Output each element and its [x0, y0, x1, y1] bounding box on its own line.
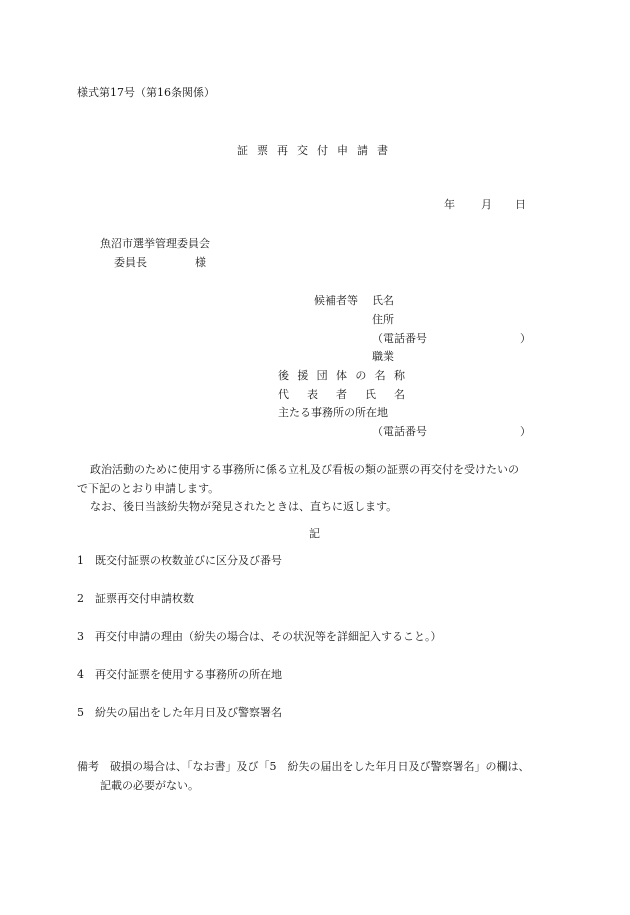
office-phone-label: （電話番号: [372, 425, 427, 438]
list-item: 1 既交付証票の枚数並びに区分及び番号: [77, 554, 282, 567]
addressee-committee: 魚沼市選挙管理委員会: [100, 237, 210, 250]
support-group-label: [278, 369, 405, 382]
name-label: 氏名: [372, 294, 394, 307]
occupation-label: 職業: [372, 350, 394, 363]
label-char: 称: [393, 369, 405, 382]
label-char: 表: [307, 388, 318, 401]
phone-label: （電話番号: [372, 332, 427, 345]
addressee-chairman: 委員長: [114, 256, 147, 269]
body-paragraph-2: なお、後日当該紛失物が発見されたときは、直ちに返します。: [90, 500, 398, 513]
label-char: 名: [394, 388, 405, 401]
phone-close-bracket: ）: [520, 332, 531, 345]
candidate-label: 候補者等: [314, 294, 358, 307]
label-char: の: [355, 369, 367, 382]
label-char: 者: [336, 388, 347, 401]
date-day-label: 日: [515, 198, 526, 211]
list-item: 4 再交付証票を使用する事務所の所在地: [77, 668, 282, 681]
label-char: 体: [335, 369, 347, 382]
list-item: 5 紛失の届出をした年月日及び警察署名: [77, 706, 282, 719]
remarks-line-2: 記載の必要がない。: [100, 779, 199, 792]
body-paragraph-1-line-1: 政治活動のために使用する事務所に係る立札及び看板の類の証票の再交付を受けたいの: [90, 463, 519, 476]
remarks-line-1: 備考 破損の場合は、「なお書」及び「5 紛失の届出をした年月日及び警察署名」の欄は、: [77, 760, 530, 773]
page-title: 証票再交付申請書: [237, 144, 397, 157]
addressee-honorific: 様: [195, 256, 206, 269]
address-label: 住所: [372, 313, 394, 326]
label-char: 後: [278, 369, 289, 382]
date-month-label: 月: [481, 198, 492, 211]
body-paragraph-1-line-2: で下記のとおり申請します。: [77, 482, 220, 495]
label-char: 氏: [365, 388, 376, 401]
date-year-label: 年: [444, 198, 455, 211]
representative-label: [278, 388, 405, 401]
label-char: 援: [297, 369, 309, 382]
label-char: 代: [278, 388, 289, 401]
main-office-label: 主たる事務所の所在地: [278, 406, 388, 419]
form-number: 様式第17号（第16条関係）: [77, 86, 215, 99]
list-item: 3 再交付申請の理由（紛失の場合は、その状況等を詳細記入すること。）: [77, 630, 442, 643]
label-char: 団: [316, 369, 328, 382]
office-phone-close-bracket: ）: [520, 425, 531, 438]
list-item: 2 証票再交付申請枚数: [77, 592, 194, 605]
label-char: 名: [374, 369, 386, 382]
ki-heading: 記: [309, 527, 320, 540]
